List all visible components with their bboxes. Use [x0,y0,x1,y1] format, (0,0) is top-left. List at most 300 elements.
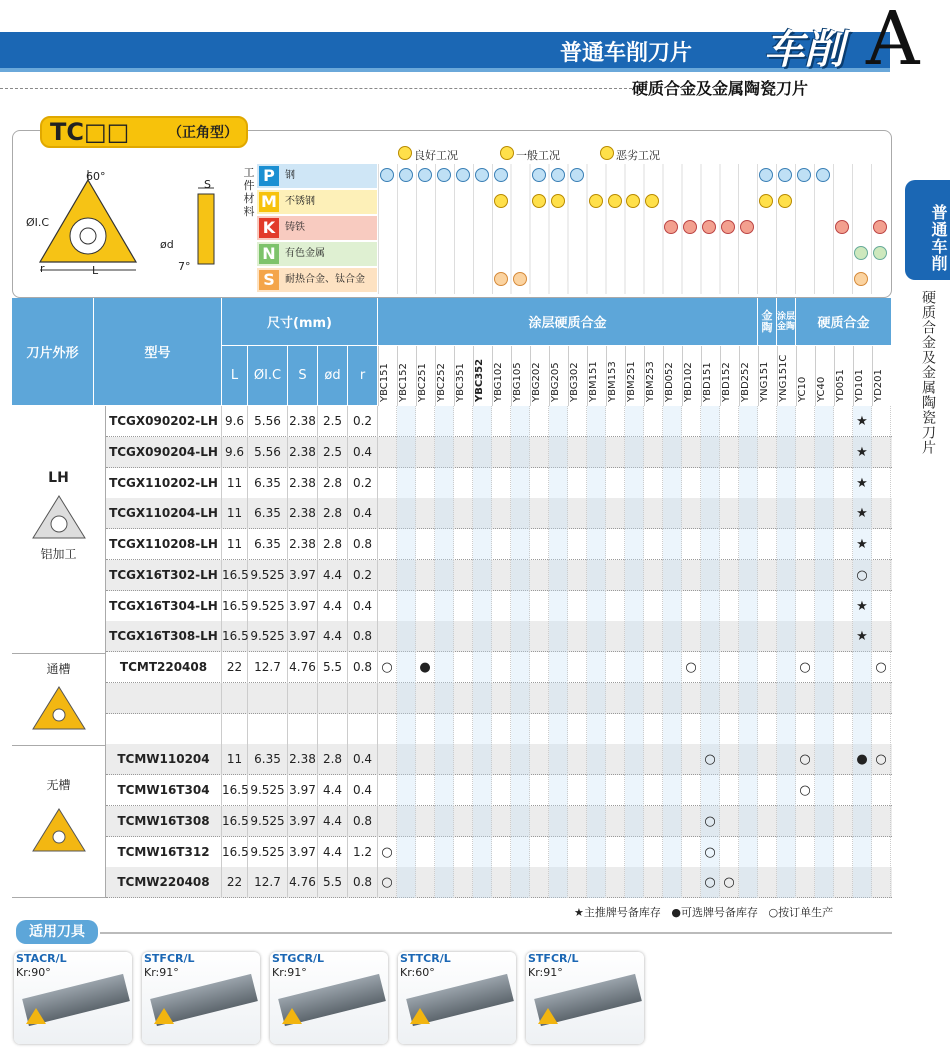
grade-cell [758,652,777,683]
grade-cell [549,406,568,437]
dim-cell: 4.4 [318,837,348,868]
dim-cell: 0.8 [348,806,378,837]
grade-cell [587,867,606,898]
shape-lh [12,406,106,654]
table-row [106,529,892,560]
grade-cell [511,683,530,714]
grade-cell [777,744,796,775]
dim-cell: 16.5 [222,775,248,806]
condition-icon [873,246,887,260]
grade-cell [568,621,587,652]
radius-label: r [40,262,45,275]
grade-cell [834,714,853,745]
header-stripe [0,68,890,72]
grade-cell [720,744,739,775]
grade-cell [397,406,416,437]
grade-cell [416,437,435,468]
grade-cell [549,775,568,806]
dim-cell [222,683,248,714]
insert-table [12,298,892,898]
tool-card[interactable] [14,952,132,1044]
grade-cell [416,529,435,560]
grade-cell [682,498,701,529]
grade-cell [796,498,815,529]
grade-cell [378,498,397,529]
grade-cell [530,867,549,898]
dim-cell: 9.525 [248,560,288,591]
material-row [257,268,377,292]
dim-cell [348,714,378,745]
legend-normal: 一般工况 [516,149,560,162]
grade-cell [853,652,872,683]
dim-cell: 11 [222,529,248,560]
grade-cell [511,837,530,868]
grade-cell [625,591,644,622]
grade-cell [416,498,435,529]
condition-icon [437,168,451,182]
grade-cell [530,775,549,806]
grade-cell [739,867,758,898]
grade-cell [568,867,587,898]
grade-cell: ○ [701,744,720,775]
grade-cell [625,652,644,683]
grade-cell [454,744,473,775]
grade-cell [435,406,454,437]
dim-cell: 4.4 [318,591,348,622]
grade-cell [739,683,758,714]
grade-cell [625,775,644,806]
grade-cell [587,591,606,622]
dim-cell: 4.4 [318,560,348,591]
grade-cell [796,560,815,591]
grade-cell [777,498,796,529]
thickness-label: S [204,178,211,191]
grade-cell: ○ [701,867,720,898]
grade-cell [739,529,758,560]
grade-cell [682,683,701,714]
grade-cell [682,529,701,560]
tool-card[interactable] [398,952,516,1044]
grade-cell [435,560,454,591]
grade-cell [663,529,682,560]
dim-cell: 2.38 [288,744,318,775]
grade-cell [834,867,853,898]
grade-cell [815,621,834,652]
grade-cell [663,683,682,714]
grade-cell [606,621,625,652]
grade-cell [815,806,834,837]
grade-cell [416,683,435,714]
grade-cell [435,468,454,499]
dim-cell: 0.8 [348,529,378,560]
legend-circle: ○按订单生产 [768,906,834,919]
dim-cell: 2.8 [318,744,348,775]
dim-cell: 0.4 [348,437,378,468]
tool-insert-image [538,1008,558,1024]
grade-cell [378,468,397,499]
product-code: TC□□ [50,118,130,146]
tool-name: STACR/L [16,952,67,965]
grade-cell: ★ [853,468,872,499]
grade-cell [492,714,511,745]
grade-cell [378,683,397,714]
side-tab[interactable]: 普通车削 [905,180,950,280]
grade-cell [739,775,758,806]
grade-cell [378,714,397,745]
normal-condition-icon [500,146,514,160]
grade-cell [796,468,815,499]
grade-cell [815,683,834,714]
grade-cell [701,714,720,745]
grade-cell [777,621,796,652]
groove-insert-icon [29,683,89,733]
grade-cell: ○ [682,652,701,683]
condition-icon [399,168,413,182]
grade-cell [815,498,834,529]
page-subtitle: 硬质合金及金属陶瓷刀片 [632,79,809,98]
dim-cell: 4.4 [318,621,348,652]
grade-cell: ○ [378,652,397,683]
condition-icon [835,220,849,234]
grade-cell: ★ [853,406,872,437]
grade-cell [834,498,853,529]
table-row [106,406,892,437]
grade-cell [511,591,530,622]
grade-cell: ★ [853,529,872,560]
grade-cell [796,591,815,622]
grade-col-header: YBC152 [397,346,416,406]
grade-cell [720,498,739,529]
dim-cell: 16.5 [222,591,248,622]
grade-cell [872,529,891,560]
dim-cell: 3.97 [288,591,318,622]
grade-cell [435,437,454,468]
grade-cell [549,621,568,652]
model-cell: TCMW16T304 [106,775,222,806]
grade-cell [568,744,587,775]
grade-cell [397,744,416,775]
grade-cell [663,406,682,437]
grade-cell: ○ [720,867,739,898]
grade-col-header: YBD252 [739,346,758,406]
grade-cell: ○ [378,867,397,898]
dim-cell: 0.4 [348,498,378,529]
grade-cell [644,652,663,683]
material-name: 不锈钢 [285,196,315,207]
condition-icon [570,168,584,182]
condition-icon [380,168,394,182]
grade-cell [625,621,644,652]
material-letter: M [259,192,279,212]
dim-cell: 2.8 [318,468,348,499]
model-cell: TCGX090204-LH [106,437,222,468]
dim-col-header: ød [318,346,348,406]
grade-cell [720,652,739,683]
grade-cell [454,652,473,683]
grade-cell: ○ [701,806,720,837]
grade-cell [435,867,454,898]
grade-cell [473,806,492,837]
tool-name: STFCR/L [528,952,579,965]
grade-cell [397,867,416,898]
grade-cell [568,683,587,714]
grade-cell [777,529,796,560]
grade-cell [549,714,568,745]
grade-cell [853,806,872,837]
grade-cell [682,806,701,837]
grade-cell [378,406,397,437]
grade-cell [644,744,663,775]
material-letter: P [259,166,279,186]
material-name: 钢 [285,170,295,181]
model-cell: TCGX110204-LH [106,498,222,529]
grade-cell [777,652,796,683]
dim-col-header: ØI.C [248,346,288,406]
model-cell: TCGX110202-LH [106,468,222,499]
grade-cell: ○ [796,652,815,683]
stock-legend [574,904,833,920]
header-coated-carbide: 涂层硬质合金 [378,298,758,346]
grade-cell [568,837,587,868]
condition-icon [532,168,546,182]
legend-good: 良好工况 [414,149,458,162]
grade-cell [815,468,834,499]
grade-cell [682,591,701,622]
grade-col-header: YBC352 [473,346,492,406]
grade-cell [606,591,625,622]
condition-icon [589,194,603,208]
grade-cell [435,591,454,622]
grade-cell [397,468,416,499]
grade-col-header: YBM253 [644,346,663,406]
grade-cell [454,714,473,745]
grade-cell [872,591,891,622]
grade-cell [568,406,587,437]
grade-cell [473,591,492,622]
grade-cell [758,683,777,714]
grade-cell [663,775,682,806]
grade-cell [530,744,549,775]
tool-kr: Kr:91° [528,966,563,979]
tool-name: STFCR/L [144,952,195,965]
grade-cell [682,744,701,775]
condition-icon [456,168,470,182]
grade-cell [530,560,549,591]
grade-cell [682,468,701,499]
grade-cell [416,775,435,806]
dim-cell [318,714,348,745]
side-tab-subtitle: 硬质合金及金属陶瓷刀片 [920,290,936,455]
grade-cell [435,775,454,806]
material-name: 铸铁 [285,222,305,233]
grade-cell [454,591,473,622]
dim-cell: 4.4 [318,775,348,806]
grade-cell [473,498,492,529]
grade-cell [701,591,720,622]
dim-cell: 2.5 [318,437,348,468]
grade-cell [492,806,511,837]
grade-cell [739,744,758,775]
grade-cell [587,652,606,683]
grade-cell [568,437,587,468]
grade-cell [416,591,435,622]
model-cell [106,714,222,745]
grade-cell [625,468,644,499]
grade-cell [777,560,796,591]
material-letter: N [259,244,279,264]
grade-cell [834,560,853,591]
grade-cell [701,652,720,683]
grade-col-header: YD051 [834,346,853,406]
grade-cell: ○ [796,744,815,775]
grade-cell [454,498,473,529]
grade-cell [492,437,511,468]
grade-cell [834,837,853,868]
dim-cell: 2.38 [288,498,318,529]
grade-cell [568,529,587,560]
grade-cell [587,560,606,591]
grade-cell [549,683,568,714]
grade-cell [568,806,587,837]
dim-cell: 2.8 [318,529,348,560]
grade-cell [454,837,473,868]
grade-cell [777,468,796,499]
dim-cell [248,683,288,714]
header-cermet: 金陶 [758,298,777,346]
grade-cell [777,775,796,806]
dim-cell: 6.35 [248,529,288,560]
grade-col-header: YBG302 [568,346,587,406]
grade-cell [758,468,777,499]
model-cell: TCGX16T302-LH [106,560,222,591]
grade-cell [473,406,492,437]
grade-cell [663,468,682,499]
grade-cell [549,560,568,591]
dim-cell: 0.4 [348,744,378,775]
insert-diagram [18,166,248,286]
grade-cell [663,867,682,898]
dim-cell [348,683,378,714]
grade-cell [606,468,625,499]
grade-cell [758,806,777,837]
grade-cell [796,621,815,652]
condition-icon [816,168,830,182]
grade-cell [682,406,701,437]
length-label: L [92,264,99,277]
grade-cell [530,621,549,652]
nogroove-insert-icon [29,805,89,855]
grade-col-header: YBD052 [663,346,682,406]
dim-cell: 3.97 [288,560,318,591]
grade-cell [644,621,663,652]
material-row [257,164,377,188]
dim-cell: 3.97 [288,837,318,868]
dim-cell: 4.76 [288,652,318,683]
grade-cell [454,529,473,560]
legend-dot: ●可选牌号备库存 [671,906,758,919]
grade-cell [549,867,568,898]
grade-cell [397,560,416,591]
tool-card[interactable] [270,952,388,1044]
grade-cell [872,468,891,499]
grade-cell [663,498,682,529]
tool-card[interactable] [526,952,644,1044]
grade-cell [777,591,796,622]
grade-cell [815,837,834,868]
table-row [106,775,892,806]
dim-cell: 1.2 [348,837,378,868]
grade-cell [511,867,530,898]
grade-col-header: YBM151 [587,346,606,406]
dim-col-header: S [288,346,318,406]
grade-cell [397,683,416,714]
grade-cell [796,867,815,898]
grade-cell [777,867,796,898]
model-cell: TCMT220408 [106,652,222,683]
grade-cell [777,683,796,714]
grade-cell [834,591,853,622]
grade-cell [758,775,777,806]
model-cell: TCMW220408 [106,867,222,898]
grade-cell [473,867,492,898]
grade-cell [606,683,625,714]
grade-cell [739,560,758,591]
grade-cell [549,837,568,868]
dim-cell: 0.8 [348,652,378,683]
grade-cell [568,560,587,591]
grade-cell [454,468,473,499]
grade-cell [644,867,663,898]
dim-cell: 2.38 [288,406,318,437]
model-cell [106,683,222,714]
shape-lh-name: LH [48,470,69,486]
grade-cell [397,714,416,745]
tool-card[interactable] [142,952,260,1044]
grade-cell [682,714,701,745]
grade-cell [853,867,872,898]
grade-col-header: YBG205 [549,346,568,406]
grade-cell [473,714,492,745]
table-row [106,437,892,468]
grade-cell [777,437,796,468]
dim-cell: 12.7 [248,867,288,898]
grade-cell: ○ [378,837,397,868]
grade-cell [587,406,606,437]
grade-cell [492,683,511,714]
grade-col-header: YBC252 [435,346,454,406]
dim-cell: 2.8 [318,498,348,529]
dim-cell: 6.35 [248,468,288,499]
grade-cell [720,621,739,652]
grade-cell [625,498,644,529]
grade-cell [378,529,397,560]
grade-cell [682,867,701,898]
dim-cell: 16.5 [222,560,248,591]
divider [0,88,632,89]
grade-cell [644,529,663,560]
grade-cell [587,498,606,529]
grade-cell: ○ [872,744,891,775]
grade-cell [454,775,473,806]
grade-cell [739,591,758,622]
grade-cell [872,621,891,652]
grade-cell [378,591,397,622]
grade-cell [815,714,834,745]
grade-cell [397,775,416,806]
grade-cell [777,837,796,868]
grade-cell [853,714,872,745]
dim-cell: 9.525 [248,775,288,806]
